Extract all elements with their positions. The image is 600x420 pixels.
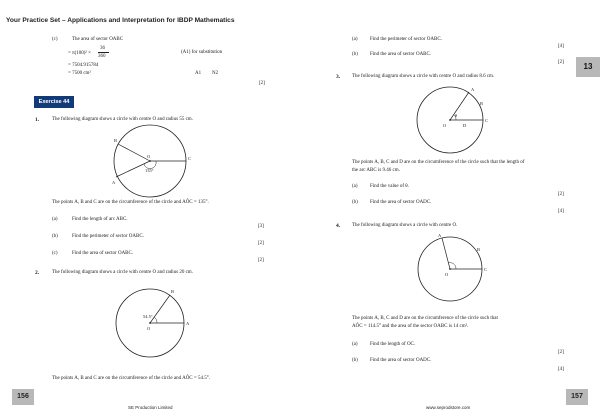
q3-centre-dot bbox=[449, 119, 451, 121]
q1-radius-ob bbox=[118, 144, 150, 161]
q3a-label: (a) bbox=[352, 184, 358, 189]
q4-text: The following diagram shows a circle with centre O. bbox=[352, 223, 458, 228]
q4-number: 4. bbox=[336, 223, 341, 229]
q4-label-b: B bbox=[477, 247, 481, 252]
worked-line-1: The area of sector OABC bbox=[72, 37, 124, 42]
q4-label-o: O bbox=[445, 272, 449, 277]
top-b-text: Find the area of sector OABC. bbox=[370, 52, 432, 57]
right-footer: www.seprodstore.com bbox=[426, 405, 471, 410]
top-a-marks: [4] bbox=[558, 44, 564, 49]
q4a-marks: [2] bbox=[558, 350, 564, 355]
worked-mark-2b: N2 bbox=[212, 71, 219, 76]
q4-label-c: C bbox=[484, 267, 488, 272]
q1c-text: Find the area of sector OABC. bbox=[72, 251, 134, 256]
q2-stem: The points A, B and C are on the circumference of the circle and AÔC = 54.5°. bbox=[52, 376, 210, 381]
q3-radius-oa bbox=[450, 92, 469, 120]
worked-mark-1: (A1) for substitution bbox=[181, 50, 223, 55]
q3-stem-1: The points A, B, C and D are on the circumference of the circle such that the length of bbox=[352, 160, 525, 165]
q3-number: 3. bbox=[336, 74, 341, 80]
worked-frac-num: 36 bbox=[100, 46, 105, 51]
right-page-number: 157 bbox=[566, 389, 588, 405]
q2-centre-dot bbox=[149, 322, 151, 324]
q1-text: The following diagram shows a circle with centre O and radius 55 cm. bbox=[52, 117, 193, 122]
q1b-marks: [2] bbox=[258, 241, 264, 246]
q4a-label: (a) bbox=[352, 342, 358, 347]
q2-angle-arc bbox=[154, 317, 157, 323]
q3-label-c: C bbox=[485, 118, 489, 123]
worked-line-2: = π(100)² × bbox=[68, 51, 91, 56]
q4-centre-dot bbox=[449, 268, 451, 270]
top-b-label: (b) bbox=[352, 52, 358, 57]
q3-text: The following diagram shows a circle with centre O and radius 8.6 cm. bbox=[352, 74, 495, 79]
q4-radius-oa bbox=[442, 238, 450, 269]
q3b-text: Find the area of sector OADC. bbox=[370, 200, 432, 205]
worked-total: [2] bbox=[259, 81, 265, 86]
page-header-title: Your Practice Set – Applications and Interpretation for IBDP Mathematics bbox=[6, 17, 235, 24]
q2-diagram bbox=[105, 286, 195, 362]
q1-centre-dot bbox=[149, 160, 151, 162]
q1b-text: Find the perimeter of sector OABC. bbox=[72, 234, 144, 239]
left-page-number: 156 bbox=[12, 389, 34, 405]
q2-number: 2. bbox=[35, 270, 40, 276]
q1c-marks: [2] bbox=[258, 258, 264, 263]
q3-stem-2: the arc ABC is 9.46 cm. bbox=[352, 168, 400, 173]
q3b-marks: [4] bbox=[558, 209, 564, 214]
top-a-label: (a) bbox=[352, 37, 358, 42]
q3-diagram bbox=[405, 84, 495, 154]
q1-number: 1. bbox=[35, 117, 40, 123]
q1c-label: (c) bbox=[52, 251, 58, 256]
q4-stem-2: AÔC = 114.5° and the area of the sector OABC is 14 cm². bbox=[352, 324, 469, 329]
q3-label-b: B bbox=[480, 101, 484, 106]
q3b-label: (b) bbox=[352, 200, 358, 205]
q4-label-a: A bbox=[438, 233, 442, 238]
worked-part-label: (c) bbox=[52, 37, 58, 42]
q3-label-theta: θ bbox=[455, 113, 458, 118]
q1-label-b: B bbox=[114, 138, 118, 143]
q2-radius-ob bbox=[150, 295, 170, 323]
q1a-text: Find the length of arc ABC. bbox=[72, 217, 128, 222]
q4b-text: Find the area of sector OADC. bbox=[370, 358, 432, 363]
exercise-label: Exercise 44 bbox=[34, 96, 74, 108]
q1-diagram bbox=[100, 130, 200, 192]
q1b-label: (b) bbox=[52, 234, 58, 239]
q3-label-a: A bbox=[471, 87, 475, 92]
q4a-text: Find the length of OC. bbox=[370, 342, 416, 347]
top-a-text: Find the perimeter of sector OABC. bbox=[370, 37, 442, 42]
q4b-label: (b) bbox=[352, 358, 358, 363]
q2-label-a: A bbox=[186, 321, 190, 326]
chapter-tab[interactable]: 13 bbox=[576, 57, 600, 77]
worked-frac-bar bbox=[98, 52, 109, 53]
q1-label-a: A bbox=[112, 180, 116, 185]
q1-label-c: C bbox=[188, 156, 192, 161]
q3-label-o: O bbox=[443, 123, 447, 128]
q2-label-b: B bbox=[171, 289, 175, 294]
left-footer: SE Production Limited bbox=[128, 405, 173, 410]
worked-mark-2a: A1 bbox=[195, 71, 202, 76]
q1-label-o: O bbox=[147, 154, 151, 159]
q1-stem: The points A, B and C are on the circumference of the circle and AÔC = 135°. bbox=[52, 200, 209, 205]
worked-frac-den: 360 bbox=[98, 54, 106, 59]
q3a-text: Find the value of θ. bbox=[370, 184, 409, 189]
q1-label-angle: 135° bbox=[145, 168, 154, 173]
q2-text: The following diagram shows a circle with centre O and radius 20 cm. bbox=[52, 270, 193, 275]
q1a-label: (a) bbox=[52, 217, 58, 222]
top-b-marks: [2] bbox=[558, 60, 564, 65]
q4b-marks: [4] bbox=[558, 367, 564, 372]
worked-line-4: = 7500 cm² bbox=[68, 71, 91, 76]
q2-label-angle: 54.5° bbox=[143, 314, 153, 319]
q1a-marks: [3] bbox=[258, 224, 264, 229]
q3-label-d: D bbox=[463, 123, 467, 128]
worked-line-3: = 7504.915784 bbox=[68, 63, 99, 68]
q2-label-o: O bbox=[147, 326, 151, 331]
q4-diagram bbox=[405, 234, 495, 304]
q4-stem-1: The points A, B, C and D are on the circumference of the circle such that bbox=[352, 316, 498, 321]
q3a-marks: [2] bbox=[558, 192, 564, 197]
